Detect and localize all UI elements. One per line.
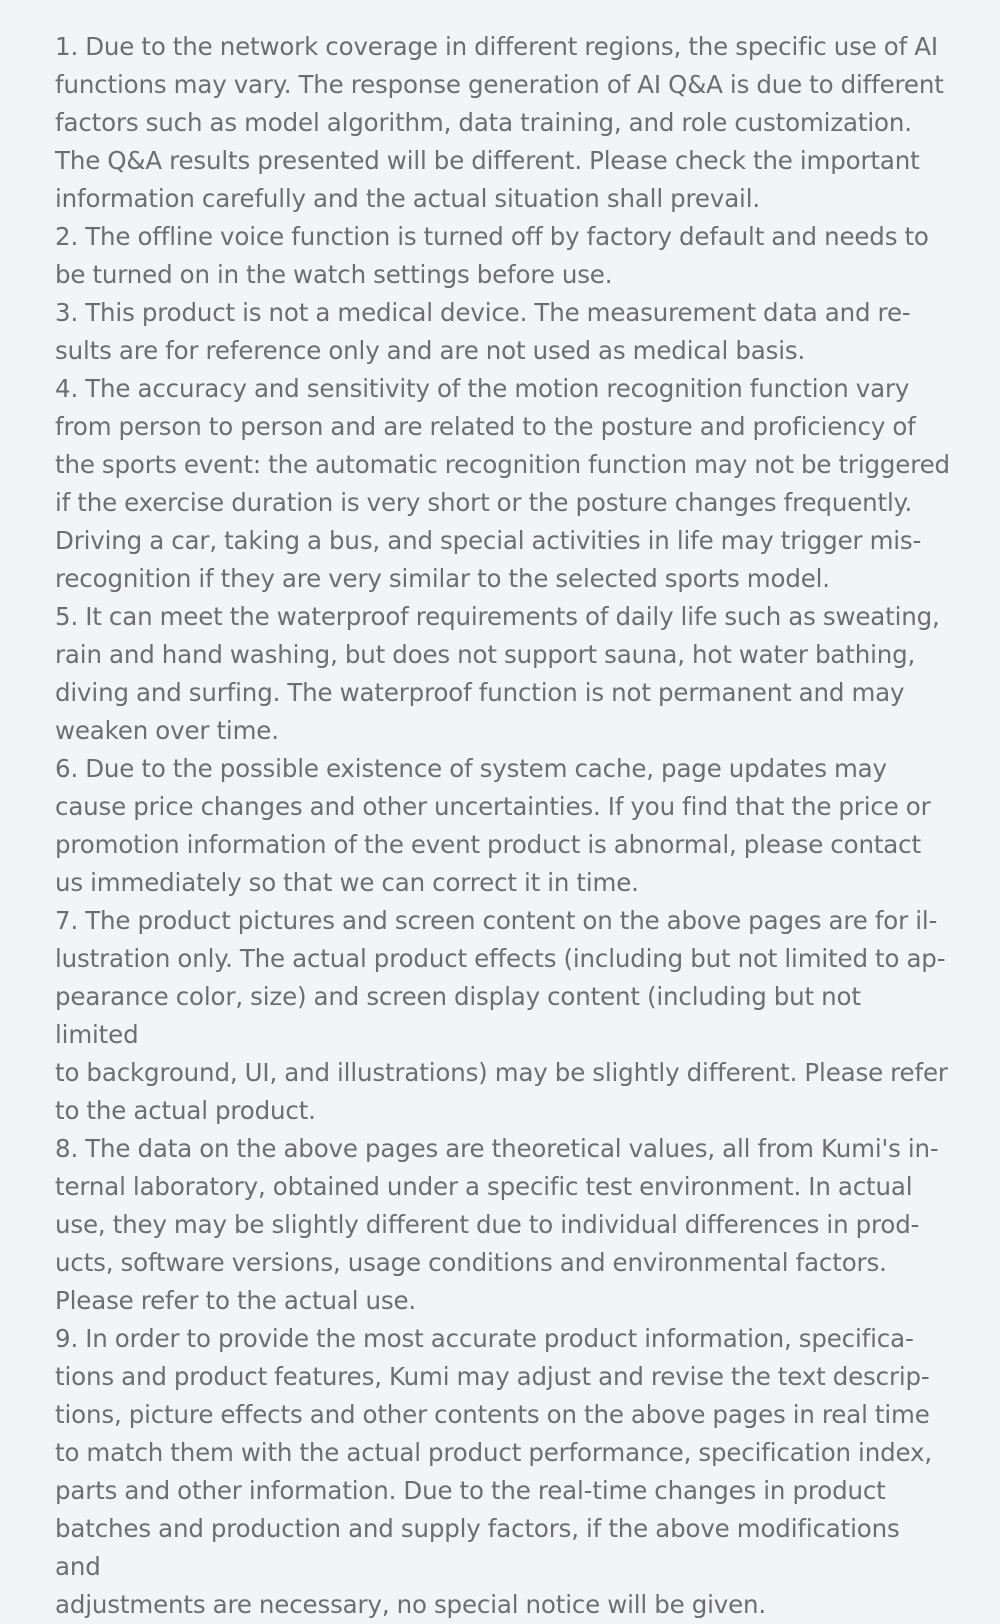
disclaimer-notes [55, 28, 950, 1624]
note-2: 2. The offline voice function is turned off by factory default and needs to be turned on in the watch settings before use. [55, 222, 929, 289]
note-4: 4. The accuracy and sensitivity of the motion recognition function vary from person to person and are related to the posture and proficiency of the sports event: the automatic recognition function may not be triggered if the exercise duration is very short or the posture changes frequently. Driving a car, taking a bus, and special activities in life may trigger mis- recognition if they are very similar to the selected sports model. [55, 374, 950, 593]
note-8: 8. The data on the above pages are theoretical values, all from Kumi's in- ternal laboratory, obtained under a specific test environment. In actual use, they may be slightly different due to individual differences in prod- ucts, software versions, usage conditions and environmental factors. Please refer to the actual use. [55, 1134, 939, 1315]
note-6: 6. Due to the possible existence of system cache, page updates may cause price changes and other uncertainties. If you find that the price or promotion information of the event product is abnormal, please contact us immediately so that we can correct it in time. [55, 754, 931, 897]
note-1: 1. Due to the network coverage in different regions, the specific use of AI functions may vary. The response generation of AI Q&A is due to different factors such as model algorithm, data training, and role customization. The Q&A results presented will be different. Please check the important information carefully and the actual situation shall prevail. [55, 32, 944, 213]
note-7: 7. The product pictures and screen content on the above pages are for il- lustration only. The actual product effects (including but not limited to ap- pearance color, size) and screen display content (including but not limited to background, UI, and illustrations) may be slightly different. Please refer to the actual product. [55, 906, 948, 1125]
note-5: 5. It can meet the waterproof requirements of daily life such as sweating, rain and hand washing, but does not support sauna, hot water bathing, diving and surfing. The waterproof function is not permanent and may weaken over time. [55, 602, 940, 745]
note-3: 3. This product is not a medical device. The measurement data and re- sults are for reference only and are not used as medical basis. [55, 298, 911, 365]
note-9: 9. In order to provide the most accurate product information, specifica- tions and product features, Kumi may adjust and revise the text descrip- tions, picture effects and other contents on the above pages in real time to match them with the actual product performance, specification index, parts and other information. Due to the real-time changes in product batches and production and supply factors, if the above modifications and adjustments are necessary, no special notice will be given. [55, 1324, 932, 1619]
